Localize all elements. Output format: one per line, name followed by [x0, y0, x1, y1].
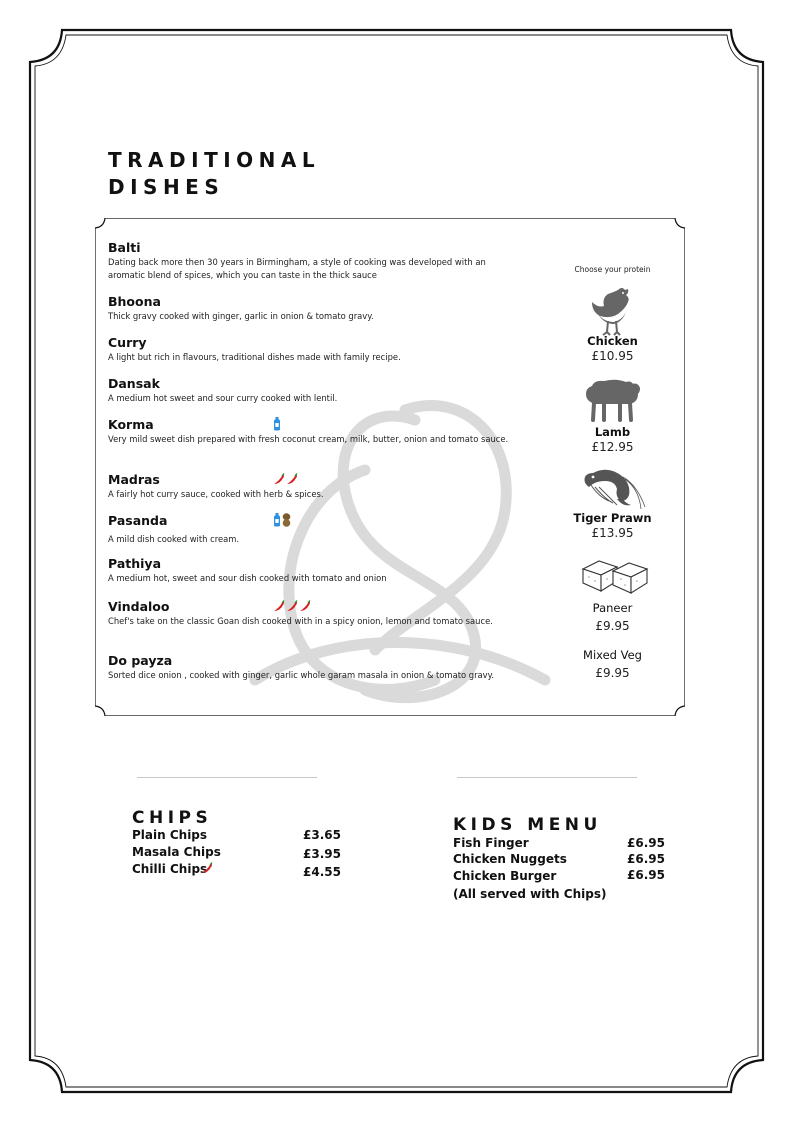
dish-marks	[273, 471, 298, 487]
chips-item-name: Chilli Chips	[132, 862, 208, 876]
chilli-icon	[201, 862, 213, 874]
protein-price: £9.95	[595, 619, 630, 633]
dish-name: Madras	[108, 472, 160, 487]
dish-vindaloo	[108, 599, 518, 628]
chilli-icon	[299, 600, 311, 612]
chilli-icon	[273, 600, 285, 612]
dish-description: A medium hot sweet and sour curry cooked with lentil.	[108, 393, 338, 403]
dish-curry	[108, 335, 518, 364]
chips-item-name: Masala Chips	[132, 845, 221, 859]
protein-heading: Choose your protein	[574, 265, 651, 274]
dish-pathiya	[108, 556, 518, 585]
dish-dansak	[108, 376, 518, 405]
dish-description: Very mild sweet dish prepared with fresh coconut cream, milk, butter, onion and tomato sauce.	[108, 434, 509, 444]
protein-price: £13.95	[591, 526, 634, 540]
chilli-icon	[273, 473, 285, 485]
prawn-icon	[579, 467, 647, 511]
divider-right	[457, 777, 637, 778]
dish-name: Curry	[108, 335, 147, 350]
protein-name: Chicken	[587, 334, 638, 348]
paneer-icon	[577, 557, 649, 597]
dish-name: Vindaloo	[108, 599, 170, 614]
divider-left	[137, 777, 317, 778]
chips-item-price: £3.95	[303, 847, 341, 861]
kids-note: (All served with Chips)	[453, 887, 607, 901]
dish-description: Sorted dice onion , cooked with ginger, garlic whole garam masala in onion & tomato gravy.	[108, 670, 495, 680]
page-title-line1: TRADITIONAL	[108, 148, 321, 172]
dish-name: Dansak	[108, 376, 160, 391]
protein-name: Tiger Prawn	[573, 511, 652, 525]
kids-item-name: Chicken Burger	[453, 869, 557, 883]
kids-item-name: Chicken Nuggets	[453, 852, 567, 866]
dish-korma	[108, 417, 518, 446]
dish-pasanda	[108, 513, 518, 546]
dish-description: A fairly hot curry sauce, cooked with herb & spices.	[108, 489, 324, 499]
dish-marks	[273, 416, 281, 432]
kids-item-price: £6.95	[627, 868, 665, 882]
chips-item-price: £3.65	[303, 828, 341, 842]
dish-name: Balti	[108, 240, 141, 255]
dish-description: A mild dish cooked with cream.	[108, 534, 240, 544]
dish-name: Korma	[108, 417, 154, 432]
dish-description: A light but rich in flavours, traditional dishes made with family recipe.	[108, 352, 401, 362]
milk-icon	[273, 417, 281, 431]
kids-title: KIDS MENU	[453, 815, 602, 835]
chips-item-price: £4.55	[303, 865, 341, 879]
dish-name: Do payza	[108, 653, 173, 668]
kids-item-name: Fish Finger	[453, 836, 529, 850]
milk-icon	[273, 513, 281, 527]
protein-price: £12.95	[591, 440, 634, 454]
chips-item-name: Plain Chips	[132, 828, 208, 842]
lamb-icon	[580, 376, 642, 424]
page-title	[108, 147, 320, 201]
dish-bhoona	[108, 294, 518, 323]
dish-name: Bhoona	[108, 294, 161, 309]
protein-name: Lamb	[594, 425, 631, 439]
dish-marks	[273, 512, 291, 528]
dish-description: Chef's take on the classic Goan dish cooked with in a spicy onion, lemon and tomato sauce.	[108, 616, 493, 626]
dish-madras	[108, 472, 518, 501]
kids-item-price: £6.95	[627, 852, 665, 866]
protein-name: Paneer	[592, 601, 633, 615]
dish-description: Dating back more then 30 years in Birmingham, a style of cooking was developed with an aromatic blend of spices, which you can taste in the thick sauce	[108, 257, 486, 280]
dish-description: Thick gravy cooked with ginger, garlic in onion & tomato gravy.	[108, 311, 374, 321]
chilli-icon	[286, 600, 298, 612]
chicken-icon	[588, 286, 636, 336]
chilli-icon	[286, 473, 298, 485]
protein-name: Mixed Veg	[583, 648, 642, 662]
dish-balti	[108, 240, 518, 281]
dish-do-payza	[108, 653, 518, 682]
kids-item-price: £6.95	[627, 836, 665, 850]
dish-marks	[273, 598, 311, 614]
dish-name: Pasanda	[108, 513, 168, 528]
chips-title: CHIPS	[132, 808, 213, 828]
protein-price: £10.95	[591, 349, 634, 363]
page-title-line2: DISHES	[108, 175, 225, 199]
protein-price: £9.95	[595, 666, 630, 680]
dish-name: Pathiya	[108, 556, 162, 571]
dish-description: A medium hot, sweet and sour dish cooked with tomato and onion	[108, 573, 387, 583]
nut-icon	[282, 513, 291, 527]
